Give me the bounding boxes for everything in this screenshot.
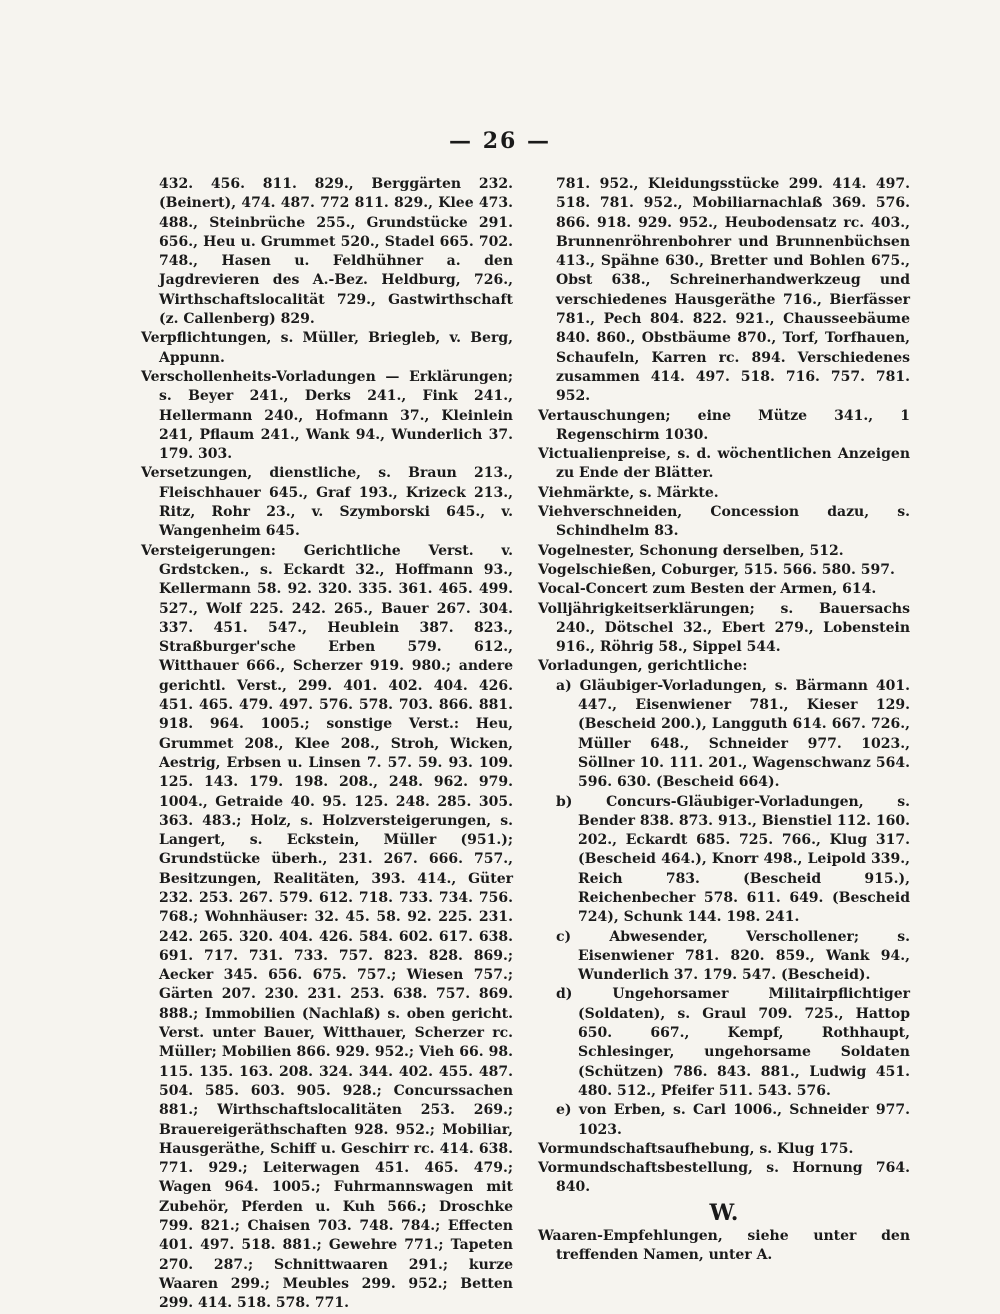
index-subentry: e) von Erben, s. Carl 1006., Schneider 977. 1023. [556,1102,910,1138]
index-entry: Viehmärkte, s. Märkte. [538,484,719,501]
index-entry: Vocal-Concert zum Besten der Armen, 614. [538,581,877,598]
right-column [538,175,910,1266]
index-entry: Waaren-Empfehlungen, siehe unter den treffenden Namen, unter A. [538,1228,910,1264]
index-entry: Versetzungen, dienstliche, s. Braun 213., Fleischhauer 645., Graf 193., Krizeck 213., Ritz, Rohr 23., v. Szymborski 645., v. Wangenheim 645. [141,465,513,540]
index-entry: Vormundschaftsbestellung, s. Hornung 764. 840. [538,1160,910,1196]
index-subentry: d) Ungehorsamer Militairpflichtiger (Soldaten), s. Graul 709. 725., Hattop 650. 667., Kempf, Rothhaupt, Schlesinger, ungehorsame Soldaten (Schützen) 786. 843. 881., Ludwig 451. 480. 512., Pfeifer 511. 543. 576. [556,986,910,1099]
index-entry: Verschollenheits-Vorladungen — Erklärungen; s. Beyer 241., Derks 241., Fink 241., Hellermann 240., Hofmann 37., Kleinlein 241, Pflaum 241., Wank 94., Wunderlich 37. 179. 303. [141,368,513,463]
index-subentry: a) Gläubiger-Vorladungen, s. Bärmann 401. 447., Eisenwiener 781., Kieser 129. (Bescheid 200.), Langguth 614. 667. 726., Müller 648., Schneider 977. 1023., Söllner 10. 111. 201., Wagenschwanz 564. 596. 630. (Bescheid 664). [556,677,910,791]
index-entry: Verpflichtungen, s. Müller, Briegleb, v. Berg, Appunn. [141,330,513,366]
index-subentry: c) Abwesender, Verschollener; s. Eisenwiener 781. 820. 859., Wank 94., Wunderlich 37. 179. 547. (Bescheid). [556,928,910,984]
section-letter: W. [709,1199,739,1226]
index-entry: Vogelnester, Schonung derselben, 512. [538,542,844,559]
index-entry: Vorladungen, gerichtliche: [538,658,748,675]
index-entry: Vogelschießen, Coburger, 515. 566. 580. 597. [538,561,895,578]
index-entry: Victualienpreise, s. d. wöchentlichen Anzeigen zu Ende der Blätter. [538,446,910,482]
index-entry: Vormundschaftsaufhebung, s. Klug 175. [538,1140,854,1157]
index-entry: Volljährigkeitserklärungen; s. Bauersachs 240., Dötschel 32., Ebert 279., Lobenstein 916., Röhrig 58., Sippel 544. [538,600,910,656]
index-entry: Versteigerungen: Gerichtliche Verst. v. Grdstcken., s. Eckardt 32., Hoffmann 93., Kellermann 58. 92. 320. 335. 361. 465. 499. 527., Wolf 225. 242. 265., Bauer 267. 304. 337. 451. 547., Heublein 387. 823., Straßburger'sche Erben 579. 612., Witthauer 666., Scherzer 919. 980.; andere gerichtl. Verst., 299. 401. 402. 404. 426. 451. 465. 479. 497. 576. 578. 703. 866. 881. 918. 964. 1005.; sonstige Verst.: Heu, Grummet 208., Klee 208., Stroh, Wicken, Aestrig, Erbsen u. Linsen 7. 57. 59. 93. 109. 125. 143. 179. 198. 208., 248. 962. 979. 1004., Getraide 40. 95. 125. 248. 285. 305. 363. 483.; Holz, s. Holzversteigerungen, s. Langert, s. Eckstein, Müller (951.); Grundstücke überh., 231. 267. 666. 757., Besitzungen, Realitäten, 393. 414., Güter 232. 253. 267. 579. 612. 718. 733. 734. 756. 768.; Wohnhäuser: 32. 45. 58. 92. 225. 231. 242. 265. 320. 404. 426. 584. 602. 617. 638. 691. 717. 731. 733. 757. 823. 828. 869.; Aecker 345. 656. 675. 757.; Wiesen 757.; Gärten 207. 230. 231. 253. 638. 757. 869. 888.; Immobilien (Nachlaß) s. oben gericht. Verst. unter Bauer, Witthauer, Scherzer rc. Müller; Mobilien 866. 929. 952.; Vieh 66. 98. 115. 135. 163. 208. 324. 344. 402. 455. 487. 504. 585. 603. 905. 928.; Concurssachen 881.; Wirthschaftslocalitäten 253. 269.; Brauereigeräthschaften 928. 952.; Mobiliar, Hausgeräthe, Schiff u. Geschirr rc. 414. 638. 771. 929.; Leiterwagen 451. 465. 479.; Wagen 964. 1005.; Fuhrmannswagen mit Zubehör, Pferden u. Kuh 566.; Droschke 799. 821.; Chaisen 703. 748. 784.; Effecten 401. 497. 518. 881.; Gewehre 771.; Tapeten 270. 287.; Schnittwaaren 291.; kurze Waaren 299.; Meubles 299. 952.; Betten 299. 414. 518. 578. 771. [141,542,513,1312]
page-number: — 26 — [449,128,551,154]
index-entry: 781. 952., Kleidungsstücke 299. 414. 497. 518. 781. 952., Mobiliarnachlaß 369. 576. 866. 918. 929. 952., Heubodensatz rc. 403., Brunnenröhrenbohrer und Brunnenbüchsen 413., Spähne 630., Bretter und Bohlen 675., Obst 638., Schreinerhandwerkzeug und verschiedenes Hausgeräthe 716., Bierfässer 781., Pech 804. 822. 921., Chausseebäume 840. 860., Obstbäume 870., Torf, Torfhauen, Schaufeln, Karren rc. 894. Verschiedenes zusammen 414. 497. 518. 716. 757. 781. 952. [556,176,910,405]
index-subentry: b) Concurs-Gläubiger-Vorladungen, s. Bender 838. 873. 913., Bienstiel 112. 160. 202., Eckardt 685. 725. 766., Klug 317. (Bescheid 464.), Knorr 498., Leipold 339., Reich 783. (Bescheid 915.), Reichenbecher 578. 611. 649. (Bescheid 724), Schunk 144. 198. 241. [556,793,910,926]
index-entry: Viehverschneiden, Concession dazu, s. Schindhelm 83. [538,504,910,540]
index-entry: 432. 456. 811. 829., Berggärten 232. (Beinert), 474. 487. 772 811. 829., Klee 473. 488., Steinbrüche 255., Grundstücke 291. 656., Heu u. Grummet 520., Stadel 665. 702. 748., Hasen u. Feldhühner a. den Jagdrevieren des A.-Bez. Heldburg, 726., Wirthschaftslocalität 729., Gastwirthschaft (z. Callenberg) 829. [159,176,513,328]
left-column [141,175,513,1314]
index-entry: Vertauschungen; eine Mütze 341., 1 Regenschirm 1030. [538,407,910,443]
